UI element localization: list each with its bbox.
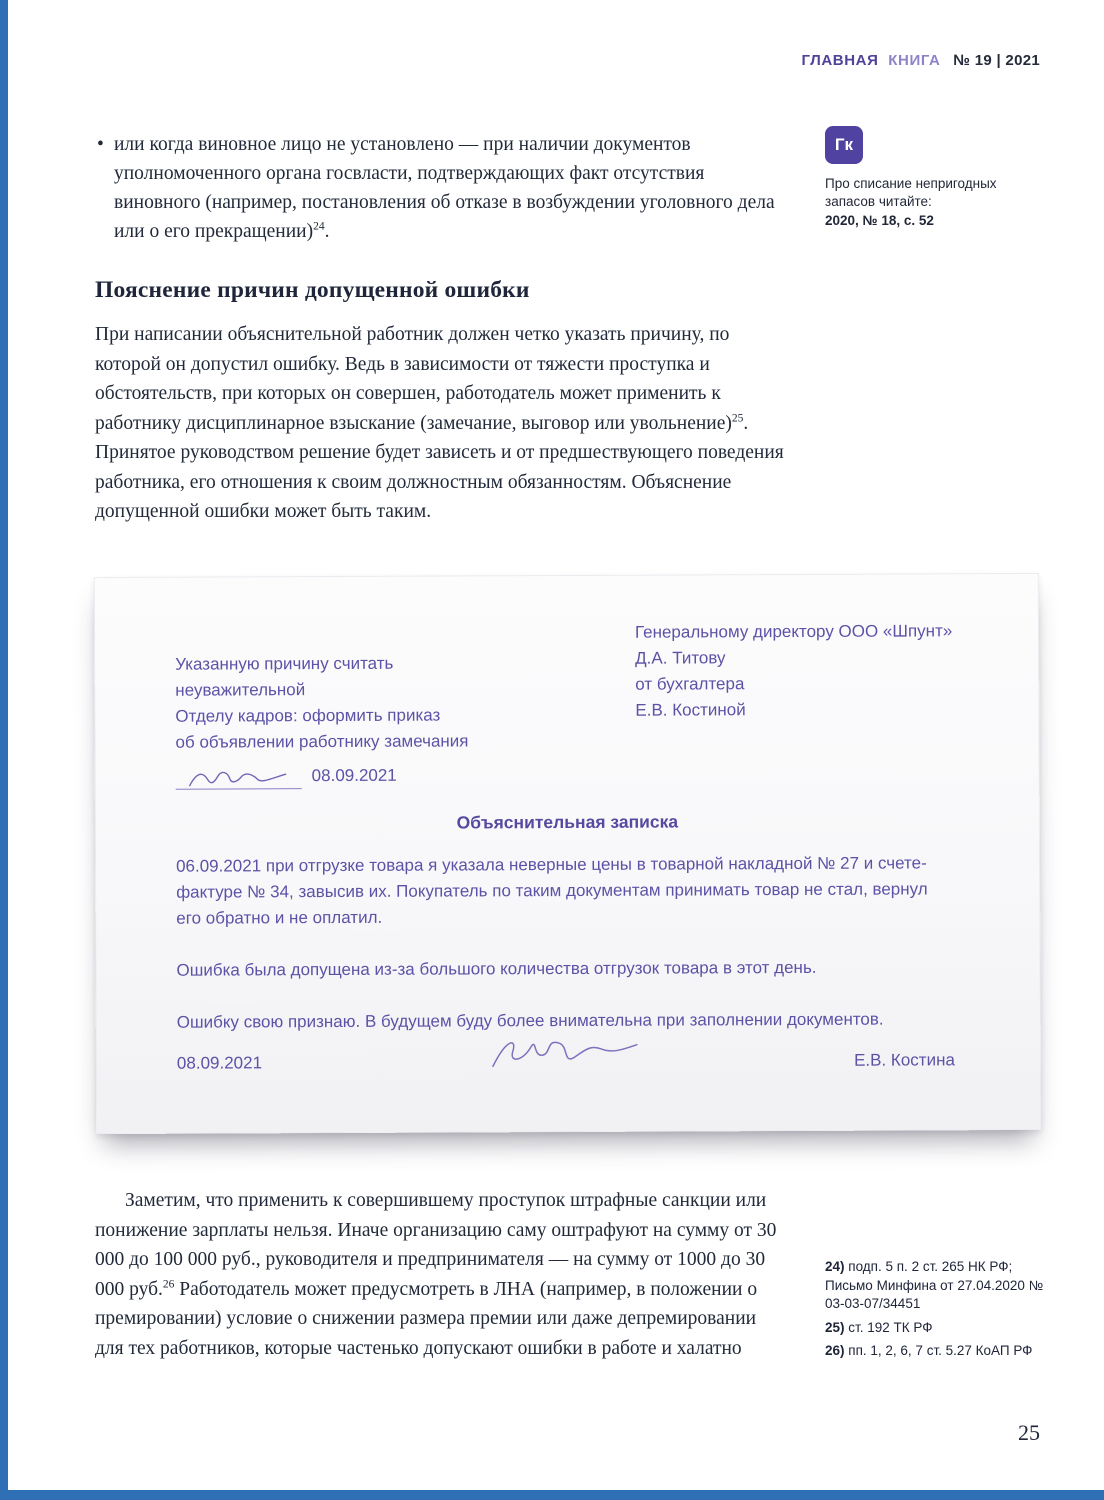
- page-frame-bottom: [0, 1490, 1104, 1500]
- brand-secondary: КНИГА: [888, 52, 941, 69]
- resolution-line: Отделу кадров: оформить приказ: [175, 705, 441, 726]
- resolution-line: неуважительной: [175, 680, 306, 700]
- footnote-text: ст. 192 ТК РФ: [848, 1319, 933, 1335]
- doc-title: Объяснительная записка: [456, 811, 679, 833]
- resolution-line: об объявлении работнику замечания: [175, 731, 469, 752]
- addressee-line: от бухгалтера: [635, 674, 745, 694]
- resolution-signature-icon: [184, 766, 294, 790]
- doc-footer-date: 08.09.2021: [176, 1053, 263, 1073]
- doc-paragraph: Ошибка была допущена из-за большого количества отгрузок товара в этот день.: [176, 957, 817, 980]
- issue-label: № 19 | 2021: [953, 52, 1040, 69]
- footnote: [825, 1258, 1053, 1314]
- addressee-line: Е.В. Костиной: [635, 700, 746, 720]
- doc-addressee-block: [635, 618, 953, 723]
- doc-body: [176, 850, 955, 1035]
- sidebar-note: [825, 126, 1043, 230]
- footnote-text: подп. 5 п. 2 ст. 265 НК РФ; Письмо Минфина от 27.04.2020 № 03-03-07/34451: [825, 1259, 1044, 1311]
- side-note-reference: 2020, № 18, с. 52: [825, 213, 934, 228]
- author-signature-icon: [473, 1030, 643, 1073]
- footnote-number: 26): [825, 1343, 845, 1358]
- footnote-text: пп. 1, 2, 6, 7 ст. 5.27 КоАП РФ: [848, 1343, 1033, 1358]
- resolution-date: 08.09.2021: [311, 765, 397, 786]
- footnote-number: 24): [825, 1259, 845, 1274]
- closing-paragraph: Заметим, что применить к совершившему проступок штрафные санкции или понижение зарплаты нельзя. Иначе организацию саму оштрафуют на сумму от 30 000 до 100 000 руб., руководителя и предпринимателя — на сумму от 1000 до 30 000 руб.$^{26}$ Работодатель может предусмотреть в ЛНА (например, в положении о премировании) условие о снижении размера премии или даже депремировании для тех работников, которые частенько допускают ошибки в работе и халатно: [95, 1190, 777, 1359]
- addressee-line: Генеральному директору ООО «Шпунт»: [634, 621, 953, 642]
- section-heading: Пояснение причин допущенной ошибки: [95, 277, 530, 303]
- resolution-signature-line: [176, 766, 302, 790]
- explanatory-note-card: [94, 573, 1041, 1134]
- brand-primary: ГЛАВНАЯ: [801, 52, 879, 69]
- addressee-line: Д.А. Титову: [635, 648, 726, 668]
- footnote-number: 25): [825, 1319, 845, 1335]
- section-paragraph: При написании объяснительной работник должен четко указать причину, по которой он допустил ошибку. Ведь в зависимости от тяжести проступка и обстоятельств, при которых он совершен, работодатель может применить к работнику дисциплинарное взыскание (замечание, выговор или увольнение)$^{25}$. Принятое руководством решение будет зависеть и от предшествующего поведения работника, его отношения к своим должностным обязанностям. Объяснение допущенной ошибки может быть таким.: [95, 324, 784, 522]
- lead-bullet-item: [95, 130, 787, 246]
- doc-footer-name: Е.В. Костина: [854, 1050, 955, 1070]
- doc-footer: [177, 1020, 955, 1073]
- gk-logo-text: Гк: [834, 135, 854, 154]
- footnote: [825, 1319, 1053, 1338]
- lead-bullet-text: или когда виновное лицо не установлено — при наличии документов уполномоченного органа госвласти, подтверждающих факт отсутствия виновного (например, постановления об отказе в возбуждении уголовного дела или о его прекращении)$^{24}$.: [114, 134, 775, 242]
- side-note-text: Про списание непригодных запасов читайте:: [825, 176, 997, 209]
- doc-resolution-block: [175, 650, 469, 789]
- gk-logo-icon: [825, 126, 863, 164]
- masthead: [802, 52, 1040, 69]
- doc-paragraph: Ошибку свою признаю. В будущем буду более внимательна при заполнении документов.: [176, 1009, 884, 1032]
- page-frame-left: [0, 0, 8, 1500]
- footnote: [825, 1342, 1053, 1361]
- resolution-signature-row: [176, 762, 469, 789]
- bullet-marker: •: [97, 134, 104, 155]
- resolution-line: Указанную причину считать: [175, 653, 394, 674]
- page-number: 25: [1018, 1420, 1040, 1445]
- footnotes-block: [825, 1258, 1053, 1366]
- doc-paragraph: 06.09.2021 при отгрузке товара я указала неверные цены в товарной накладной № 27 и счете-фактуре № 34, завысив их. Покупатель по таким документам принимать товар не стал, вернул его обратно и не оплатил.: [176, 853, 928, 928]
